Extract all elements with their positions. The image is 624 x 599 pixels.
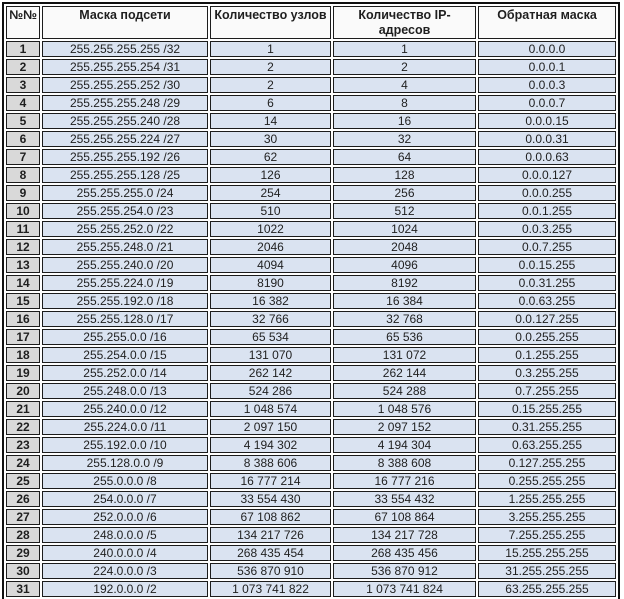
host-count-cell: 8 388 606 [210,455,331,471]
row-number-cell: 10 [6,203,40,219]
table-row [6,329,616,345]
wildcard-mask-cell: 0.0.0.31 [478,131,616,147]
wildcard-mask-cell: 0.0.3.255 [478,221,616,237]
table-row [6,131,616,147]
wildcard-mask-cell: 0.0.31.255 [478,275,616,291]
table-row [6,275,616,291]
host-count-cell: 4 194 302 [210,437,331,453]
table-row [6,257,616,273]
host-count-cell: 65 534 [210,329,331,345]
wildcard-mask-cell: 0.0.0.15 [478,113,616,129]
table-row [6,401,616,417]
subnet-mask-cell: 255.255.255.192 /26 [42,149,208,165]
ip-count-cell: 2 [333,59,476,75]
host-count-cell: 524 286 [210,383,331,399]
ip-count-cell: 2 097 152 [333,419,476,435]
row-number-cell: 21 [6,401,40,417]
wildcard-mask-cell: 3.255.255.255 [478,509,616,525]
subnet-table-border [2,2,620,599]
ip-count-cell: 134 217 728 [333,527,476,543]
wildcard-mask-cell: 0.1.255.255 [478,347,616,363]
table-row [6,167,616,183]
wildcard-mask-cell: 0.255.255.255 [478,473,616,489]
row-number-cell: 14 [6,275,40,291]
wildcard-mask-cell: 0.0.0.255 [478,185,616,201]
subnet-mask-cell: 255.255.248.0 /21 [42,239,208,255]
wildcard-mask-cell: 0.0.15.255 [478,257,616,273]
subnet-mask-cell: 255.248.0.0 /13 [42,383,208,399]
row-number-cell: 19 [6,365,40,381]
subnet-mask-cell: 240.0.0.0 /4 [42,545,208,561]
wildcard-mask-cell: 63.255.255.255 [478,581,616,597]
table-row [6,185,616,201]
host-count-cell: 268 435 454 [210,545,331,561]
host-count-cell: 126 [210,167,331,183]
row-number-cell: 16 [6,311,40,327]
subnet-mask-cell: 255.255.255.240 /28 [42,113,208,129]
ip-count-cell: 4096 [333,257,476,273]
subnet-mask-cell: 255.255.255.248 /29 [42,95,208,111]
ip-count-cell: 8192 [333,275,476,291]
ip-count-cell: 256 [333,185,476,201]
wildcard-mask-cell: 0.0.1.255 [478,203,616,219]
ip-count-cell: 33 554 432 [333,491,476,507]
header-row [6,6,616,39]
host-count-cell: 1 073 741 822 [210,581,331,597]
table-row [6,77,616,93]
wildcard-mask-cell: 0.127.255.255 [478,455,616,471]
column-header-number: №№ [6,6,40,39]
row-number-cell: 15 [6,293,40,309]
subnet-mask-cell: 255.224.0.0 /11 [42,419,208,435]
ip-count-cell: 8 [333,95,476,111]
host-count-cell: 2 [210,77,331,93]
wildcard-mask-cell: 0.0.255.255 [478,329,616,345]
row-number-cell: 28 [6,527,40,543]
host-count-cell: 131 070 [210,347,331,363]
ip-count-cell: 64 [333,149,476,165]
host-count-cell: 62 [210,149,331,165]
wildcard-mask-cell: 0.31.255.255 [478,419,616,435]
row-number-cell: 1 [6,41,40,57]
row-number-cell: 6 [6,131,40,147]
subnet-mask-cell: 255.255.240.0 /20 [42,257,208,273]
subnet-mask-cell: 255.0.0.0 /8 [42,473,208,489]
row-number-cell: 27 [6,509,40,525]
row-number-cell: 9 [6,185,40,201]
table-row [6,527,616,543]
row-number-cell: 24 [6,455,40,471]
wildcard-mask-cell: 0.3.255.255 [478,365,616,381]
subnet-mask-cell: 255.255.255.224 /27 [42,131,208,147]
host-count-cell: 6 [210,95,331,111]
row-number-cell: 22 [6,419,40,435]
subnet-mask-cell: 252.0.0.0 /6 [42,509,208,525]
wildcard-mask-cell: 0.63.255.255 [478,437,616,453]
wildcard-mask-cell: 0.0.127.255 [478,311,616,327]
table-row [6,365,616,381]
subnet-mask-table [4,4,618,599]
wildcard-mask-cell: 0.0.0.127 [478,167,616,183]
host-count-cell: 1022 [210,221,331,237]
ip-count-cell: 32 [333,131,476,147]
row-number-cell: 18 [6,347,40,363]
ip-count-cell: 16 [333,113,476,129]
subnet-mask-cell: 255.255.192.0 /18 [42,293,208,309]
ip-count-cell: 1 073 741 824 [333,581,476,597]
table-row [6,203,616,219]
table-row [6,113,616,129]
ip-count-cell: 131 072 [333,347,476,363]
row-number-cell: 17 [6,329,40,345]
ip-count-cell: 1 [333,41,476,57]
row-number-cell: 20 [6,383,40,399]
host-count-cell: 2 [210,59,331,75]
table-row [6,95,616,111]
row-number-cell: 13 [6,257,40,273]
wildcard-mask-cell: 7.255.255.255 [478,527,616,543]
host-count-cell: 16 777 214 [210,473,331,489]
row-number-cell: 4 [6,95,40,111]
ip-count-cell: 2048 [333,239,476,255]
wildcard-mask-cell: 0.0.7.255 [478,239,616,255]
ip-count-cell: 67 108 864 [333,509,476,525]
subnet-mask-cell: 255.255.254.0 /23 [42,203,208,219]
ip-count-cell: 128 [333,167,476,183]
table-row [6,239,616,255]
ip-count-cell: 16 384 [333,293,476,309]
row-number-cell: 3 [6,77,40,93]
table-row [6,455,616,471]
subnet-mask-cell: 255.192.0.0 /10 [42,437,208,453]
wildcard-mask-cell: 1.255.255.255 [478,491,616,507]
wildcard-mask-cell: 0.7.255.255 [478,383,616,399]
subnet-mask-cell: 192.0.0.0 /2 [42,581,208,597]
subnet-mask-cell: 255.255.128.0 /17 [42,311,208,327]
column-header-host-count: Количество узлов [210,6,331,39]
host-count-cell: 134 217 726 [210,527,331,543]
host-count-cell: 2046 [210,239,331,255]
column-header-subnet-mask: Маска подсети [42,6,208,39]
table-row [6,545,616,561]
ip-count-cell: 8 388 608 [333,455,476,471]
table-row [6,347,616,363]
ip-count-cell: 16 777 216 [333,473,476,489]
row-number-cell: 7 [6,149,40,165]
row-number-cell: 2 [6,59,40,75]
subnet-mask-cell: 255.254.0.0 /15 [42,347,208,363]
row-number-cell: 11 [6,221,40,237]
table-row [6,491,616,507]
wildcard-mask-cell: 0.0.0.7 [478,95,616,111]
table-row [6,293,616,309]
table-row [6,437,616,453]
table-row [6,311,616,327]
host-count-cell: 4094 [210,257,331,273]
table-row [6,419,616,435]
subnet-mask-cell: 255.255.252.0 /22 [42,221,208,237]
row-number-cell: 12 [6,239,40,255]
host-count-cell: 262 142 [210,365,331,381]
table-row [6,509,616,525]
host-count-cell: 16 382 [210,293,331,309]
table-body [6,41,616,597]
row-number-cell: 23 [6,437,40,453]
wildcard-mask-cell: 0.0.63.255 [478,293,616,309]
table-row [6,581,616,597]
ip-count-cell: 4 194 304 [333,437,476,453]
subnet-mask-cell: 248.0.0.0 /5 [42,527,208,543]
table-row [6,41,616,57]
table-row [6,59,616,75]
wildcard-mask-cell: 31.255.255.255 [478,563,616,579]
wildcard-mask-cell: 0.0.0.3 [478,77,616,93]
host-count-cell: 8190 [210,275,331,291]
host-count-cell: 67 108 862 [210,509,331,525]
ip-count-cell: 1 048 576 [333,401,476,417]
row-number-cell: 31 [6,581,40,597]
table-row [6,221,616,237]
subnet-mask-cell: 255.255.255.255 /32 [42,41,208,57]
subnet-mask-cell: 255.255.255.252 /30 [42,77,208,93]
subnet-mask-cell: 254.0.0.0 /7 [42,491,208,507]
ip-count-cell: 262 144 [333,365,476,381]
subnet-mask-cell: 255.252.0.0 /14 [42,365,208,381]
host-count-cell: 30 [210,131,331,147]
ip-count-cell: 524 288 [333,383,476,399]
host-count-cell: 14 [210,113,331,129]
host-count-cell: 2 097 150 [210,419,331,435]
subnet-mask-cell: 255.128.0.0 /9 [42,455,208,471]
table-row [6,149,616,165]
host-count-cell: 254 [210,185,331,201]
row-number-cell: 26 [6,491,40,507]
table-row [6,563,616,579]
row-number-cell: 8 [6,167,40,183]
ip-count-cell: 536 870 912 [333,563,476,579]
wildcard-mask-cell: 0.0.0.63 [478,149,616,165]
row-number-cell: 30 [6,563,40,579]
subnet-mask-cell: 255.255.255.128 /25 [42,167,208,183]
subnet-mask-cell: 224.0.0.0 /3 [42,563,208,579]
column-header-ip-count: Количество IP-адресов [333,6,476,39]
host-count-cell: 33 554 430 [210,491,331,507]
ip-count-cell: 512 [333,203,476,219]
subnet-mask-cell: 255.255.0.0 /16 [42,329,208,345]
table-row [6,383,616,399]
wildcard-mask-cell: 15.255.255.255 [478,545,616,561]
subnet-mask-cell: 255.240.0.0 /12 [42,401,208,417]
subnet-mask-cell: 255.255.224.0 /19 [42,275,208,291]
host-count-cell: 510 [210,203,331,219]
ip-count-cell: 65 536 [333,329,476,345]
row-number-cell: 5 [6,113,40,129]
table-row [6,473,616,489]
column-header-wildcard-mask: Обратная маска [478,6,616,39]
wildcard-mask-cell: 0.15.255.255 [478,401,616,417]
host-count-cell: 32 766 [210,311,331,327]
ip-count-cell: 268 435 456 [333,545,476,561]
row-number-cell: 25 [6,473,40,489]
subnet-mask-cell: 255.255.255.254 /31 [42,59,208,75]
ip-count-cell: 32 768 [333,311,476,327]
host-count-cell: 536 870 910 [210,563,331,579]
wildcard-mask-cell: 0.0.0.0 [478,41,616,57]
wildcard-mask-cell: 0.0.0.1 [478,59,616,75]
host-count-cell: 1 [210,41,331,57]
ip-count-cell: 1024 [333,221,476,237]
host-count-cell: 1 048 574 [210,401,331,417]
ip-count-cell: 4 [333,77,476,93]
subnet-mask-cell: 255.255.255.0 /24 [42,185,208,201]
row-number-cell: 29 [6,545,40,561]
